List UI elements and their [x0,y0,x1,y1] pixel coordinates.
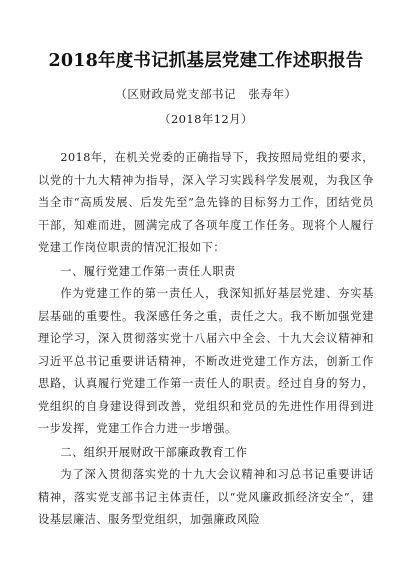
intro-paragraph: 2018年，在机关党委的正确指导下，我按照局党组的要求，以党的十九大精神为指导，深入学习实践科学发展观，为我区争当全市“高质发展、后发先至”急先锋的目标努力工作，团结党员干部，知难而进，圆满完成了各项年度工作任务。现将个人履行党建工作岗位职责的情况汇报如下： [38,151,374,254]
document-title: 2018年度书记抓基层党建工作述职报告 [48,51,364,71]
section-1-paragraph: 作为党建工作的第一责任人，我深知抓好基层党建、夯实基层基础的重要性。我深感任务之重，责任之大。我不断加强党建理论学习，深入贯彻落实党十八届六中全会、十九大会议精神和习近平总书记重要讲话精神，不断改进党建工作方法，创新工作思路，认真履行党建工作第一责任人的职责。经过自身的努力，党组织的自身建设得到改善，党组织和党员的先进性作用得到进一步发挥，党建工作合力进一步增强。 [38,287,374,435]
section-heading-1: 一、履行党建工作第一责任人职责 [60,264,236,278]
section-heading-2: 二、组织开展财政干部廉政教育工作 [60,445,248,459]
report-date: （2018年12月） [159,112,253,126]
author-line: （区财政局党支部书记 张寿年） [115,87,297,101]
section-2-paragraph: 为了深入贯彻落实党的十九大会议精神和习总书记重要讲话精神，落实党支部书记主体责任，以“党风廉政抓经济安全”，建设基层廉洁、服务型党组织，加强廉政风险 [38,468,374,526]
